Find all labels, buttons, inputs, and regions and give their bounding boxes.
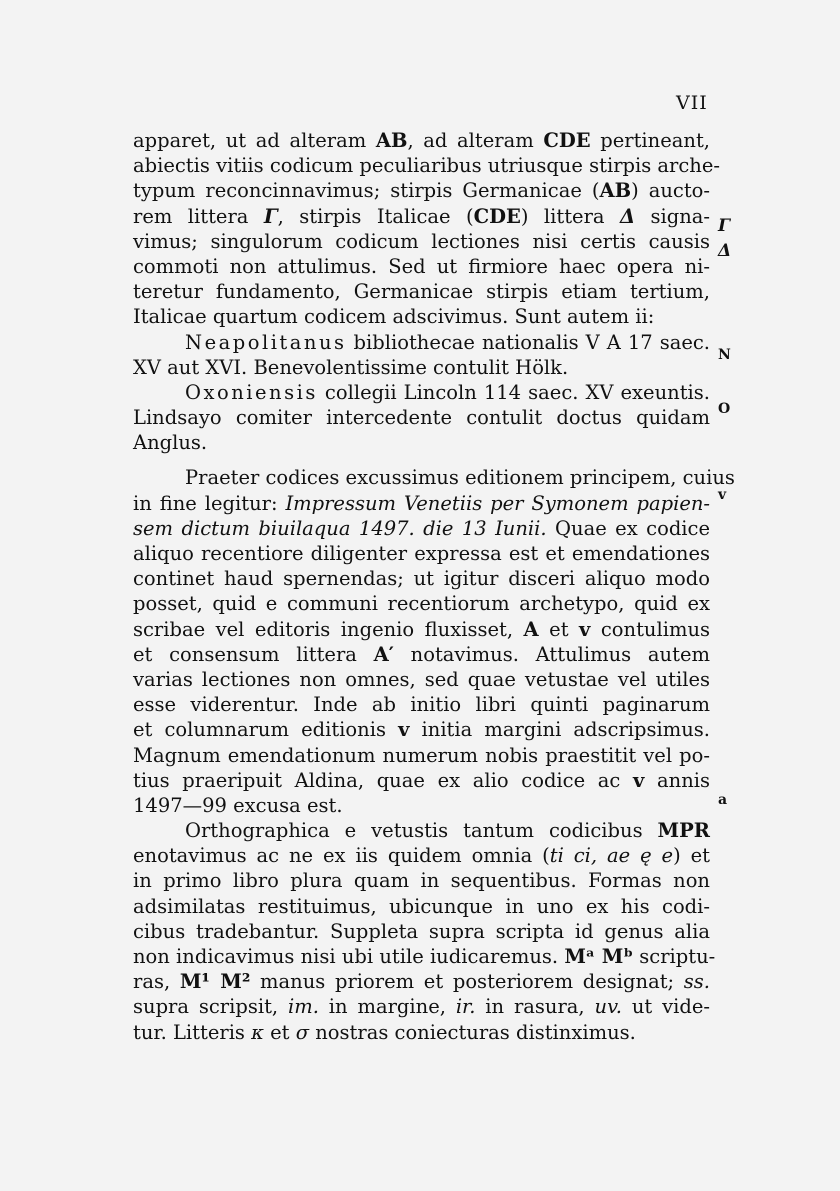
text-segment: A′ xyxy=(373,642,394,666)
text-segment: ras, xyxy=(133,970,180,994)
text-segment: in fine legitur: xyxy=(133,491,286,515)
text-segment: ) littera xyxy=(520,204,620,228)
text-segment: continet haud spernendas; ut igitur disceri aliquo modo xyxy=(133,567,710,591)
text-segment: commoti non attulimus. Sed ut firmiore haec opera ni- xyxy=(133,254,710,278)
text-line xyxy=(133,843,710,868)
text-segment: ) et xyxy=(673,844,710,868)
text-segment: sem dictum biuilaqua 1497. die 13 Iunii. xyxy=(133,516,547,540)
text-segment: Praeter codices excussimus editionem principem, cuius xyxy=(185,466,735,490)
text-segment: κ xyxy=(251,1020,264,1044)
text-segment: typum reconcinnavimus; stirpis Germanicae ( xyxy=(133,179,600,203)
text-segment: scriptu- xyxy=(633,945,716,968)
page-number: VII xyxy=(676,92,708,114)
text-line xyxy=(133,465,735,490)
text-segment: AB xyxy=(375,129,408,152)
text-segment: σ xyxy=(295,1020,310,1044)
text-line xyxy=(133,994,710,1019)
text-segment: et xyxy=(538,617,580,641)
margin-siglum-delta: Δ xyxy=(718,241,732,261)
text-segment: ut vide- xyxy=(621,995,710,1019)
text-segment: collegii Lincoln 114 saec. XV exeuntis. xyxy=(317,380,710,404)
text-segment: AB xyxy=(599,179,632,203)
text-line xyxy=(133,178,710,203)
text-segment: uv. xyxy=(594,995,622,1019)
text-segment: teretur fundamento, Germanicae stirpis etiam tertium, xyxy=(133,280,710,304)
text-segment: Δ xyxy=(619,204,636,228)
text-line xyxy=(133,793,710,818)
text-segment: vimus; singulorum codicum lectiones nisi certis causis xyxy=(133,229,710,253)
text-segment: Magnum emendationum numerum nobis praestitit vel po- xyxy=(133,743,710,767)
text-line xyxy=(133,743,710,768)
text-segment: CDE xyxy=(543,129,591,152)
text-segment: Italicae quartum codicem adscivimus. Sunt autem ii: xyxy=(133,305,655,329)
text-line xyxy=(133,380,710,405)
text-segment: ) aucto- xyxy=(631,179,711,203)
margin-siglum-a: a xyxy=(718,792,728,808)
text-line xyxy=(133,405,710,430)
text-segment: scribae vel editoris ingenio fluxisset, xyxy=(133,617,524,641)
text-segment: enotavimus ac ne ex iis quidem omnia ( xyxy=(133,844,550,868)
margin-siglum-o: O xyxy=(718,401,731,417)
text-segment: ss. xyxy=(683,970,711,994)
text-segment: et columnarum editionis xyxy=(133,718,399,742)
text-line xyxy=(133,818,710,843)
text-segment: et xyxy=(263,1020,296,1044)
text-segment: et consensum littera xyxy=(133,642,374,666)
text-segment: posset, quid e communi recentiorum archetypo, quid ex xyxy=(133,592,710,616)
text-segment: CDE xyxy=(473,204,521,228)
text-segment: aliquo recentiore diligenter expressa est et emendationes xyxy=(133,542,710,565)
text-segment: Neapolitanus xyxy=(185,330,347,354)
margin-siglum-v: v xyxy=(718,487,727,503)
text-line xyxy=(133,919,710,944)
text-segment: initia margini adscripsimus. xyxy=(409,718,710,742)
text-segment: varias lectiones non omnes, sed quae vetustae vel utiles xyxy=(133,667,710,691)
text-segment: manus priorem et posteriorem designat; xyxy=(250,970,684,994)
text-segment: supra scripsit, xyxy=(133,995,288,1019)
text-segment: 1497—99 excusa est. xyxy=(133,793,343,817)
text-segment: esse viderentur. Inde ab initio libri quinti paginarum xyxy=(133,693,710,717)
text-segment: pertineant, xyxy=(590,129,710,152)
text-line xyxy=(133,355,710,380)
text-line xyxy=(133,692,710,717)
text-segment: Quae ex codice xyxy=(546,516,710,540)
text-segment: ir. xyxy=(455,995,476,1019)
text-line xyxy=(133,204,710,229)
text-segment: v xyxy=(579,617,591,641)
text-segment: non indicavimus nisi ubi utile iudicaremus. xyxy=(133,945,565,968)
text-line xyxy=(133,541,710,566)
text-segment: tur. Litteris xyxy=(133,1020,252,1044)
text-line xyxy=(133,768,710,793)
text-segment: notavimus. Attulimus autem xyxy=(393,642,710,666)
text-line xyxy=(133,969,710,994)
margin-siglum-n: N xyxy=(718,347,731,363)
text-segment: v xyxy=(633,768,645,792)
text-segment: apparet, ut ad alteram xyxy=(133,129,376,152)
text-segment: ti ci, ae ę e xyxy=(549,844,674,868)
text-segment: cibus tradebantur. Suppleta supra scripta id genus alia xyxy=(133,919,710,943)
margin-siglum-gamma: Γ xyxy=(718,216,731,236)
text-segment: Orthographica e vetustis tantum codicibus xyxy=(185,819,658,843)
text-line xyxy=(133,279,710,304)
body-text xyxy=(133,128,735,1045)
text-segment: rem littera xyxy=(133,204,264,228)
text-line xyxy=(133,516,710,541)
text-line xyxy=(133,642,710,667)
text-segment: , ad alteram xyxy=(407,129,544,152)
text-line xyxy=(133,944,716,969)
text-line xyxy=(133,617,710,642)
paragraph-gap xyxy=(133,455,710,465)
text-segment: Mᵃ Mᵇ xyxy=(564,945,634,968)
text-segment: in rasura, xyxy=(475,995,595,1019)
text-segment: A xyxy=(523,617,539,641)
text-line xyxy=(133,566,710,591)
text-line xyxy=(133,330,710,355)
text-segment: im. xyxy=(288,995,319,1019)
text-segment: v xyxy=(398,718,410,742)
text-segment: contulimus xyxy=(590,617,711,641)
text-line xyxy=(133,667,710,692)
text-segment: tius praeripuit Aldina, quae ex alio codice ac xyxy=(133,768,633,792)
text-line xyxy=(133,1020,710,1045)
text-line xyxy=(133,229,710,254)
text-segment: MPR xyxy=(657,819,710,843)
text-segment: signa- xyxy=(635,204,711,228)
text-segment: annis xyxy=(644,768,710,792)
text-segment: XV aut XVI. Benevolentissime contulit Hölk. xyxy=(133,355,569,379)
text-line xyxy=(133,491,710,516)
text-segment: Lindsayo comiter intercedente contulit doctus quidam xyxy=(133,406,710,430)
text-segment: , stirpis Italicae ( xyxy=(277,204,474,228)
text-segment: Anglus. xyxy=(133,431,208,455)
text-line xyxy=(133,153,720,178)
text-line xyxy=(133,591,710,616)
text-segment: nostras coniecturas distinximus. xyxy=(309,1020,636,1044)
text-segment: in margine, xyxy=(318,995,456,1019)
text-line xyxy=(133,128,710,153)
text-segment: Impressum Venetiis per Symonem papien- xyxy=(285,491,711,515)
text-segment: in primo libro plura quam in sequentibus. Formas non xyxy=(133,869,710,893)
text-line xyxy=(133,717,710,742)
text-line xyxy=(133,868,710,893)
text-segment: adsimilatas restituimus, ubicunque in uno ex his codi- xyxy=(133,894,710,918)
text-segment: M¹ M² xyxy=(179,970,251,994)
text-segment: Γ xyxy=(263,204,278,228)
text-segment: abiectis vitiis codicum peculiaribus utriusque stirpis arche- xyxy=(133,154,720,178)
text-line xyxy=(133,304,710,329)
text-line xyxy=(133,254,710,279)
text-line xyxy=(133,430,710,455)
text-line xyxy=(133,894,710,919)
text-segment: Oxoniensis xyxy=(185,380,318,404)
text-segment: bibliothecae nationalis V A 17 saec. xyxy=(346,330,710,354)
